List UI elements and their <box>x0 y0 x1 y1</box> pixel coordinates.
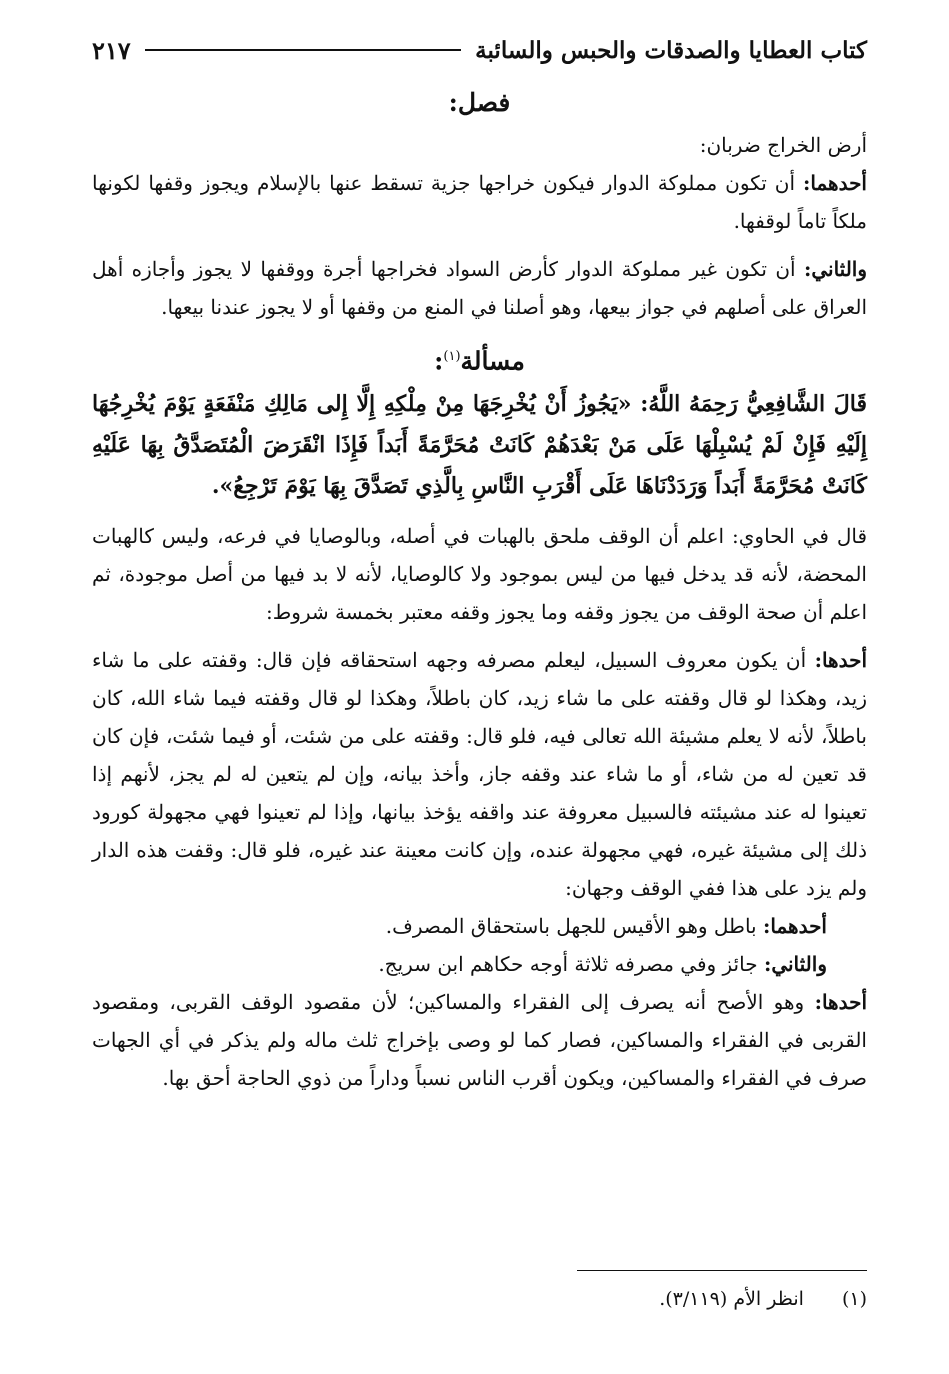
footnote-rule <box>577 1270 867 1271</box>
first-label: أحدهما: <box>802 171 867 195</box>
second-text: أن تكون غير مملوكة الدوار كأرض السواد فخراجها أجرة ووقفها لا يجوز وأجازه أهل العراق على أصلهم في جواز بيعها، وهو أصلنا في المنع من وقفها أو لا يجوز عندنا بيعها. <box>92 257 867 319</box>
wajh1-label: أحدهما: <box>762 914 827 939</box>
cond1-text: أن يكون معروف السبيل، ليعلم مصرفه وجهه استحقاقه فإن قال: وقفته على ما شاء زيد، وهكذا لو قال وقفته على ما شاء زيد، كان باطلاً، وهكذا لو قال وقفته فيما شاء الله، كان باطلاً، لأنه لا يعلم مشيئة الله تعالى فيه، فلو قال: وقفته على من شئت، أو فيما شئت، فإن كان قد تعين له من شاء، أو ما شاء عند وقفه جاز، وأخذ بيانه، وإن لم يتعين له لم يجز، لأنهم إذا تعينوا له عند مشيئته فالسبيل معروفة عند واقفه يؤخذ بيانها، وإذا لم تعينوا فهي مجهولة كورود ذلك إلى مشيئة غيره، فهي مجهولة عنده، وإن كانت معينة عند غيره، فلو قال: وقفت هذه الدار ولم يزد على هذا ففي الوقف وجهان: <box>92 648 867 901</box>
masala-heading <box>92 338 867 380</box>
kharaj-intro: أرض الخراج ضربان: <box>699 133 867 157</box>
page-header <box>92 30 867 70</box>
page-body <box>92 78 867 1097</box>
wajh-2-paragraph <box>92 945 867 983</box>
footnote-marker: (١) <box>443 349 461 364</box>
cond1-label: أحدها: <box>814 648 868 673</box>
wajh2-label: والثاني: <box>763 952 827 977</box>
running-title: كتاب العطايا والصدقات والحبس والسائبة <box>475 36 867 64</box>
wajh1-text: باطل وهو الأقيس للجهل باستحقاق المصرف. <box>385 914 757 939</box>
second-label: والثاني: <box>803 257 868 281</box>
footnote-text: انظر الأم (٣/١١٩). <box>659 1288 804 1310</box>
shafii-quote: قَالَ الشَّافِعِيُّ رَحِمَهُ اللَّهُ: «يَجُوزُ أَنْ يُخْرِجَهَا مِنْ مِلْكِهِ إِلَّا إِلى مَالِكِ مَنْفَعَةٍ يَوْمَ يُخْرِجُهَا إِلَيْهِ فَإِنْ لَمْ يُسْبِلْهَا عَلَى مَنْ بَعْدَهُمْ كَانَتْ مُحَرَّمَةً أَبَداً فَإِذَا انْقَرَضَ الْمُتَصَدَّقُ بِهَا عَلَيْهِ كَانَتْ مُحَرَّمَةً أَبَداً وَرَدَدْنَاهَا عَلَى أَقْرَبِ النَّاسِ بِالَّذِي تَصَدَّقَ بِهَا يَوْمَ تَرْجِعُ». <box>92 391 867 500</box>
aw1-label: أحدها: <box>814 990 868 1015</box>
header-rule <box>145 49 461 51</box>
kharaj-first-paragraph <box>92 164 867 240</box>
footnote-number: (١) <box>841 1288 867 1310</box>
hawi-paragraph: قال في الحاوي: اعلم أن الوقف ملحق بالهبات في أصله، وبالوصايا في فرعه، وليس كالهبات المحضة، لأنه قد يدخل فيها من ليس بموجود ولا كالوصايا، لأنه لا بد فيها من أصل موجودة، ثم اعلم أن صحة الوقف من يجوز وقفه وما يجوز وقفه معتبر بخمسة شروط: <box>92 524 867 625</box>
condition-1-paragraph <box>92 641 867 907</box>
masala-heading-text: مسألة <box>460 346 525 376</box>
aw1-text: وهو الأصح أنه يصرف إلى الفقراء والمساكين؛ لأن مقصود الوقف القربى، ومقصود القربى في الفقراء والمساكين، فصار كما لو وصى بإخراج ثلث ماله ولم يذكر في أي الجهات صرف في الفقراء والمساكين، ويكون أقرب الناس نسباً وداراً من ذوي الحاجة أحق بها. <box>92 990 867 1091</box>
masala-heading-colon: : <box>434 346 444 376</box>
first-text: أن تكون مملوكة الدوار فيكون خراجها جزية تسقط عنها بالإسلام ويجوز وقفها لكونها ملكاً تاماً لوقفها. <box>92 171 867 233</box>
footnote <box>92 1284 867 1314</box>
section-heading-fasl: فصل: <box>448 88 511 117</box>
wajh-1-paragraph <box>92 907 867 945</box>
page-number: ٢١٧ <box>92 35 131 65</box>
awjuh-1-paragraph <box>92 983 867 1097</box>
wajh2-text: جائز وفي مصرفه ثلاثة أوجه حكاهم ابن سريج. <box>378 952 758 977</box>
kharaj-second-paragraph <box>92 250 867 326</box>
